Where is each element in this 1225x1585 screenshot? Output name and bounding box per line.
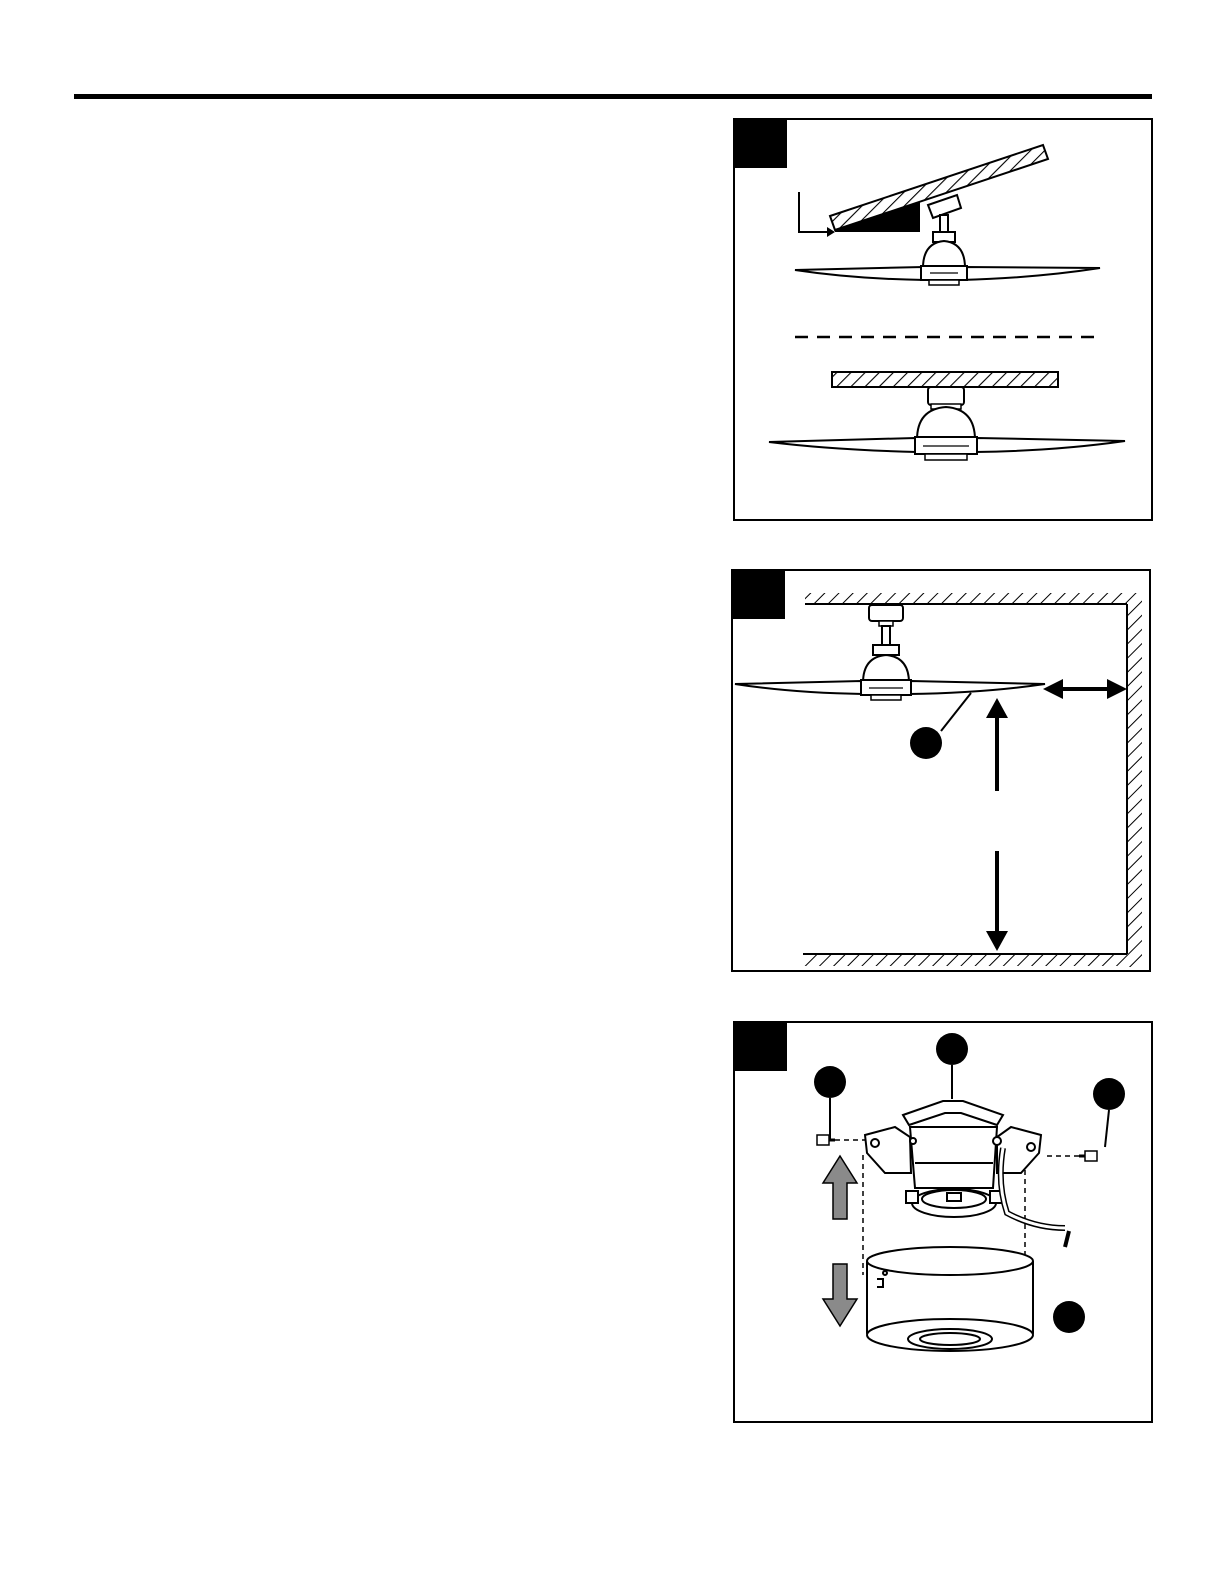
- header-rule: [74, 94, 1152, 99]
- figure-2-panel: [731, 569, 1151, 972]
- room-ceiling: [805, 593, 1127, 604]
- flat-ceiling: [832, 372, 1058, 387]
- slope-angle-arrow-icon: [799, 192, 835, 237]
- ceiling-fan-icon: [769, 387, 1125, 460]
- ceiling-fan-icon: [795, 195, 1100, 285]
- ceiling-fan-icon: [735, 605, 1045, 700]
- callout-dot-icon: [814, 1066, 846, 1098]
- wall-clearance-arrow-icon: [1043, 679, 1127, 699]
- room-wall: [1127, 593, 1142, 967]
- figure-3-panel: [733, 1021, 1153, 1423]
- callout-dot-icon: [910, 727, 942, 759]
- floor-clearance-arrow-icon: [986, 698, 1008, 951]
- up-arrow-icon: [823, 1156, 857, 1219]
- figure-1-illustration: [735, 120, 1151, 519]
- screw-icon: [1079, 1151, 1097, 1161]
- canopy-icon: [867, 1247, 1033, 1351]
- room-floor: [803, 954, 1127, 966]
- callout-dot-icon: [1093, 1078, 1125, 1110]
- down-arrow-icon: [823, 1264, 857, 1326]
- figure-3-illustration: [735, 1023, 1151, 1421]
- callout-leader: [941, 693, 971, 731]
- figure-2-illustration: [733, 571, 1149, 970]
- callout-dot-icon: [936, 1033, 968, 1065]
- figure-1-panel: [733, 118, 1153, 521]
- screw-icon: [817, 1135, 835, 1145]
- mounting-bracket-icon: [865, 1101, 1041, 1217]
- callout-dot-icon: [1053, 1301, 1085, 1333]
